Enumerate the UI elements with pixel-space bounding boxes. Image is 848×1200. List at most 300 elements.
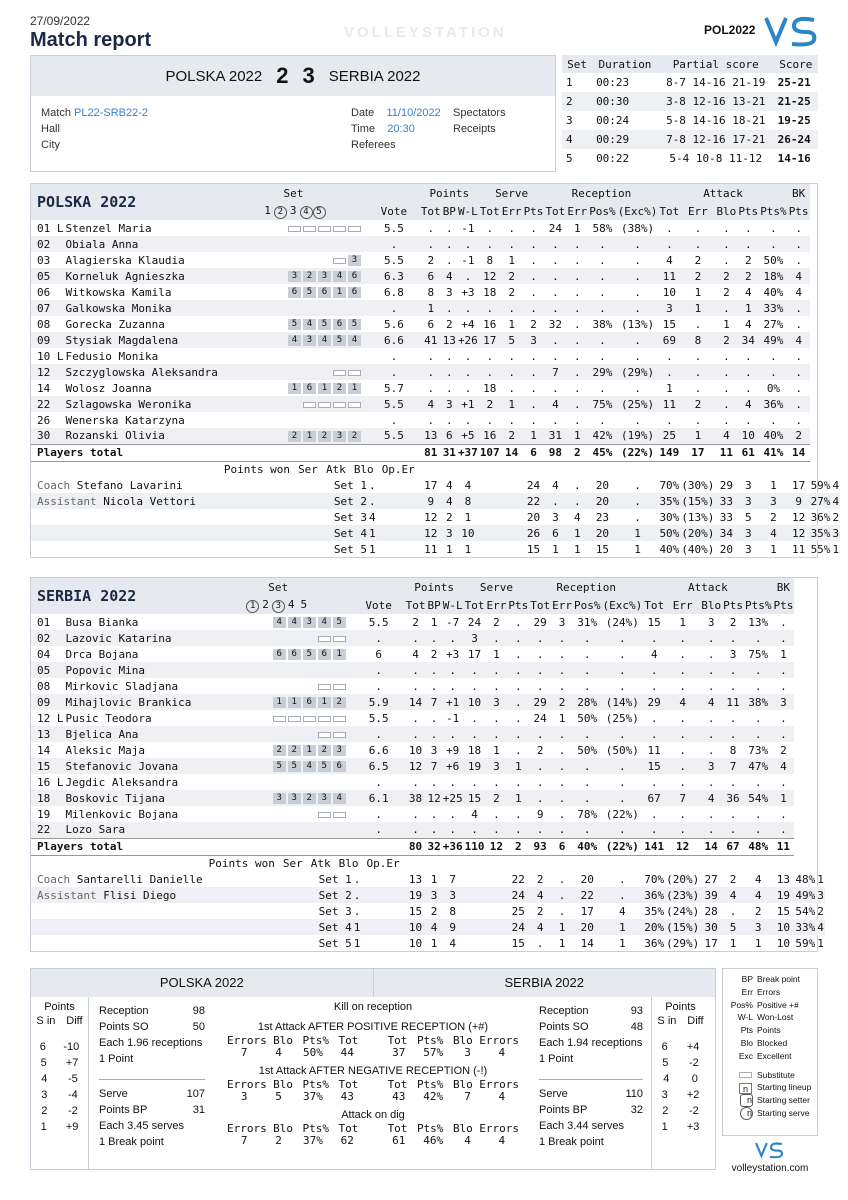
stat-cell: 3 — [707, 615, 715, 629]
player-number: 30 — [31, 428, 65, 444]
col-err: Err — [566, 202, 588, 220]
set-cell: . — [544, 493, 566, 509]
set-cell: 20 — [573, 919, 602, 935]
stat-cell: . — [666, 413, 673, 427]
lineup-mark — [303, 402, 316, 408]
set-cell: 4 — [759, 525, 788, 541]
total-cell: 14 — [700, 838, 722, 855]
pw-cell: 17 — [424, 478, 438, 492]
stat-cell: 16 — [479, 428, 501, 444]
stat-cell: . — [530, 349, 537, 363]
serve-count: Serve 110 — [539, 1088, 643, 1100]
total-cell: 32 — [427, 840, 441, 853]
stat-cell: 4 — [737, 396, 759, 412]
stat-cell: 1 — [573, 221, 581, 235]
set-label: Set 1 — [318, 872, 352, 886]
stat-cell: . — [420, 364, 442, 380]
stat-cell: 2 — [715, 332, 737, 348]
legend-mark-row: n Starting setter — [727, 1094, 813, 1107]
player-row — [31, 694, 825, 710]
pw-cell: 2 — [446, 510, 453, 524]
stat-cell: . — [471, 711, 478, 725]
ser-won: . — [368, 478, 376, 492]
set-stat-row — [31, 919, 825, 935]
stat-cell: 1 — [666, 381, 673, 395]
stat-cell: . — [514, 775, 522, 789]
player-row — [31, 758, 825, 774]
lineup-mark: 1 — [348, 383, 361, 394]
stat-cell: . — [729, 679, 737, 693]
stat-cell: 3 — [558, 615, 566, 629]
stat-cell: 6.6 — [368, 332, 420, 348]
stat-cell: . — [523, 236, 545, 252]
stat-cell: . — [558, 647, 566, 661]
pw-cell: 9 — [420, 493, 442, 509]
player-lineup — [204, 630, 353, 646]
lineup-mark: 1 — [273, 697, 286, 708]
stat-cell: 12 — [427, 791, 441, 805]
stat-cell: 15 — [464, 790, 486, 806]
stat-cell: . — [551, 662, 573, 678]
stat-cell: 47% — [744, 758, 773, 774]
stat-cell: 58% — [592, 221, 613, 235]
stat-cell: . — [634, 381, 641, 395]
pw-cell: 15 — [408, 904, 423, 918]
player-lineup — [219, 412, 368, 428]
stat-cell: . — [457, 364, 479, 380]
stat-cell: . — [679, 775, 686, 789]
players-total-row — [31, 444, 840, 461]
total-cell: 110 — [464, 840, 485, 853]
stat-cell: . — [770, 221, 777, 235]
pw-cell: 3 — [442, 525, 457, 541]
set-cell: 35% — [810, 526, 831, 540]
set-cell: 55% — [810, 542, 831, 556]
header-vote — [353, 578, 405, 596]
set-cell: 22 — [523, 493, 545, 509]
stat-cell: . — [707, 807, 715, 821]
stat-cell: +1 — [457, 396, 479, 412]
set-cell: 19 — [772, 887, 794, 903]
stat-cell: . — [617, 300, 659, 316]
stat-cell: . — [679, 711, 686, 725]
stat-cell: 2 — [551, 694, 573, 710]
stat-cell: . — [619, 647, 626, 661]
lineup-mark: 1 — [318, 697, 331, 708]
stat-cell: . — [485, 822, 507, 838]
stat-cell: . — [544, 236, 566, 252]
ser-won: 1 — [368, 542, 376, 556]
stat-cell: +9 — [446, 743, 460, 757]
stat-cell: 36% — [759, 396, 788, 412]
stat-cell: . — [427, 349, 435, 363]
player-number: 08 — [37, 317, 51, 331]
set-cell: 4 — [817, 920, 824, 934]
pw-cell: 8 — [457, 493, 479, 509]
stat-cell: 38 — [405, 790, 427, 806]
header-attack: Attack — [658, 184, 787, 202]
stat-cell: 3 — [430, 743, 438, 757]
set-cell: . — [573, 478, 581, 492]
home-rotation-points — [31, 997, 89, 1169]
stat-cell: 13 — [442, 333, 456, 347]
player-name: Szlagowska Weronika — [65, 396, 219, 412]
players-total-label: Players total — [31, 838, 353, 855]
stat-cell: . — [573, 285, 581, 299]
stat-cell: 6 — [420, 268, 442, 284]
stat-cell: . — [795, 349, 802, 363]
set-row — [562, 92, 818, 111]
player-number: 08 — [37, 679, 51, 693]
player-name: Lozo Sara — [65, 822, 204, 838]
stat-cell: . — [658, 236, 680, 252]
stat-cell: . — [479, 236, 501, 252]
total-cell: 12 — [665, 838, 700, 855]
player-number: 02 — [31, 236, 65, 252]
set-cell: 70% — [659, 478, 680, 492]
lineup-mark — [318, 636, 331, 642]
set-label: Set 3 — [318, 904, 352, 918]
stat-cell: 1 — [508, 317, 515, 331]
stat-cell: . — [573, 381, 581, 395]
set-cell: . — [558, 904, 566, 918]
set-cell: 8-7 14-16 21-19 — [666, 76, 766, 89]
player-lineup — [219, 364, 368, 380]
total-cell: 14 — [788, 444, 810, 461]
stat-cell: 0% — [766, 381, 781, 395]
set-stat-row — [31, 541, 840, 557]
player-name: Wenerska Katarzyna — [65, 413, 185, 427]
kill-vals: 7 2 37% 62 61 46% 4 4 — [240, 1134, 506, 1147]
stat-cell: 10 — [662, 285, 676, 299]
stat-cell: 1 — [566, 428, 588, 444]
stat-cell: 18 — [483, 381, 497, 395]
legend-mark: n — [740, 1107, 753, 1120]
stat-cell: 69 — [658, 332, 680, 348]
stat-cell: . — [446, 221, 453, 235]
stat-cell: . — [573, 758, 602, 774]
set-cell: 15 — [526, 542, 541, 556]
stat-cell: . — [588, 268, 617, 284]
set-cell: 27 — [704, 872, 718, 886]
total-cell: +37 — [457, 446, 478, 459]
away-rotation-points — [651, 997, 709, 1169]
stat-cell: 24 — [467, 615, 482, 629]
lineup-mark: 6 — [333, 319, 346, 330]
stat-cell: . — [508, 221, 515, 235]
lineup-mark — [318, 226, 331, 232]
player-number: 09 — [31, 332, 65, 348]
stat-cell: . — [599, 285, 606, 299]
lineup-mark: 1 — [333, 287, 346, 298]
stat-cell: . — [744, 662, 773, 678]
set-cell: 5-8 14-16 18-21 — [666, 114, 766, 127]
set-cell: 3 — [552, 510, 559, 524]
stat-cell: . — [426, 630, 441, 646]
one-break-point: 1 Break point — [539, 1136, 604, 1148]
stat-cell: 2 — [501, 268, 523, 284]
set-cell: 29 — [719, 478, 733, 492]
legend-mark-row: n Starting serve — [727, 1107, 813, 1120]
set-cell: 00:30 — [592, 92, 658, 111]
stat-cell: . — [700, 630, 722, 646]
referees-label: Referees — [351, 139, 396, 151]
set-stat-row — [31, 887, 825, 903]
ser-won: . — [353, 887, 405, 903]
set-cell: . — [536, 936, 544, 950]
kill-title: Kill on reception — [333, 1001, 413, 1013]
stat-cell: . — [464, 349, 472, 363]
col-wl: W-L — [457, 202, 479, 220]
stat-cell: . — [442, 300, 457, 316]
lineup-mark: 1 — [303, 431, 316, 442]
points-won-header — [31, 855, 825, 871]
stat-cell: . — [507, 822, 529, 838]
stat-cell: . — [544, 332, 566, 348]
stat-cell: . — [643, 662, 665, 678]
ser-won: 4 — [368, 510, 376, 524]
set-cell: 1 — [552, 542, 559, 556]
lineup-mark: 3 — [273, 793, 286, 804]
stat-cell: . — [529, 758, 551, 774]
stat-cell: . — [588, 300, 617, 316]
stat-cell: 4 — [772, 758, 794, 774]
stat-cell: . — [694, 413, 702, 427]
rotation-row: 2 -2 — [41, 1105, 78, 1117]
set-col-header: Duration — [592, 55, 658, 73]
pw-cell: 19 — [405, 887, 427, 903]
pw-cell: 10 — [405, 919, 427, 935]
set-cell: 3 — [759, 493, 788, 509]
stat-cell: 1 — [501, 396, 523, 412]
kill-block-title: 1st Attack AFTER NEGATIVE RECEPTION (-!) — [258, 1065, 488, 1077]
stat-cell: 4 — [795, 285, 802, 299]
lineup-mark: 2 — [303, 271, 316, 282]
lineup-mark: 1 — [333, 649, 346, 660]
stat-cell: . — [665, 662, 700, 678]
set-cell: 34 — [715, 525, 737, 541]
set-cell: 4 — [754, 872, 762, 886]
stat-cell: . — [744, 381, 752, 395]
set-cell: 14-16 — [777, 152, 811, 165]
stat-cell: . — [583, 647, 591, 661]
set-label: Set 2 — [219, 493, 368, 509]
set-cell: 27% — [810, 494, 831, 508]
set-stat-row — [31, 871, 825, 887]
stat-cell: . — [552, 381, 559, 395]
stat-cell: 2 — [715, 268, 737, 284]
total-cell: 17 — [680, 444, 715, 461]
stat-cell: 24 — [533, 711, 547, 725]
col-tot: Tot — [529, 596, 551, 614]
total-cell: (22%) — [601, 838, 643, 855]
stat-cell: . — [566, 332, 588, 348]
stat-cell: . — [523, 268, 545, 284]
stat-cell: . — [583, 775, 591, 789]
footer-logo-icon — [755, 1140, 785, 1160]
stat-cell: . — [544, 300, 566, 316]
set-cell: 30 — [700, 919, 722, 935]
stat-cell: 10 — [408, 743, 423, 757]
each-receptions: Each 1.94 receptions — [539, 1037, 643, 1049]
stat-cell: -1 — [461, 221, 475, 235]
lineup-mark: 3 — [303, 617, 316, 628]
set-cell: 1 — [817, 936, 824, 950]
lineup-mark: 2 — [318, 431, 331, 442]
stat-cell: . — [530, 253, 537, 267]
stat-cell: -7 — [446, 615, 460, 629]
player-row — [31, 316, 840, 332]
lineup-mark: 2 — [348, 431, 361, 442]
rotation-row: 6 -10 — [39, 1041, 80, 1053]
stat-cell: 5.5 — [368, 396, 420, 412]
away-team-name: SERBIA 2022 — [328, 67, 421, 85]
set-cell: 14 — [580, 936, 594, 950]
legend-row: Blo Blocked — [740, 1037, 788, 1048]
total-cell: 6 — [523, 444, 545, 461]
stat-cell: . — [486, 413, 494, 427]
match-code: PL22-SRB22-2 — [74, 107, 149, 119]
set-label: Set 4 — [219, 525, 368, 541]
stat-cell: 2 — [729, 615, 737, 629]
serve-count: Serve 107 — [99, 1088, 205, 1100]
set-cell: . — [634, 510, 641, 524]
player-number: 12 — [31, 364, 65, 380]
kill-block-title: Attack on dig — [341, 1109, 405, 1121]
set-cell: 1 — [770, 478, 777, 492]
stat-cell: . — [573, 822, 602, 838]
stat-cell: . — [566, 236, 588, 252]
set-cell: 20 — [719, 542, 733, 556]
set-stat-row — [31, 935, 825, 951]
stat-cell: . — [573, 662, 602, 678]
set-cell: 36% — [644, 888, 665, 902]
player-name: Stenzel Maria — [65, 221, 152, 235]
stat-cell: . — [514, 711, 522, 725]
player-row — [31, 332, 840, 348]
lineup-mark: 4 — [273, 617, 286, 628]
stat-cell: 2 — [788, 428, 810, 444]
stat-cell: . — [514, 807, 522, 821]
lineup-mark: 5 — [288, 761, 301, 772]
stat-cell: 27% — [763, 317, 784, 331]
player-row — [31, 790, 825, 806]
col-ptsp: Pts% — [759, 202, 788, 220]
set-cell: 17 — [792, 478, 806, 492]
stat-cell: 5.5 — [383, 221, 404, 235]
lineup-mark: 4 — [288, 335, 301, 346]
set-number: 4 — [287, 597, 295, 611]
stat-cell: 7 — [426, 694, 441, 710]
stat-cell: 4 — [544, 396, 566, 412]
stat-cell: 36 — [722, 790, 744, 806]
col-tot: Tot — [420, 202, 442, 220]
stat-cell: 7 — [544, 364, 566, 380]
stat-cell: . — [694, 221, 702, 235]
set-cell: 4 — [722, 887, 744, 903]
set-cell: 39 — [700, 887, 722, 903]
stat-cell: . — [368, 236, 420, 252]
lineup-mark — [318, 402, 331, 408]
each-receptions: Each 1.96 receptions — [99, 1037, 203, 1049]
points-won-label: Points won Ser Atk Blo Op.Er — [219, 461, 420, 477]
set-cell: 20% — [644, 920, 665, 934]
stat-cell: . — [722, 630, 744, 646]
stat-cell: 31% — [577, 615, 598, 629]
stat-cell: 4 — [715, 428, 737, 444]
lineup-mark: 2 — [288, 745, 301, 756]
set-cell: 4 — [832, 478, 840, 492]
set-cell: 9 — [788, 493, 810, 509]
stat-cell: 1 — [523, 428, 545, 444]
legend — [722, 968, 818, 1136]
stat-cell: . — [754, 711, 762, 725]
player-lineup — [204, 646, 353, 662]
stat-cell: . — [479, 364, 501, 380]
stat-cell: 11 — [722, 694, 744, 710]
player-row — [31, 678, 825, 694]
footer-url: volleystation.com — [731, 1163, 809, 1174]
kill-vals: 7 4 50% 44 37 57% 3 4 — [240, 1046, 506, 1059]
stat-cell: +3 — [461, 285, 475, 299]
stat-cell: . — [464, 662, 486, 678]
rotation-row: 3 +2 — [661, 1089, 700, 1101]
player-lineup — [204, 758, 353, 774]
stat-cell: . — [353, 630, 405, 646]
set-stat-row — [31, 493, 840, 509]
stat-cell: . — [514, 615, 522, 629]
stat-cell: . — [588, 236, 617, 252]
spectators-label: Spectators — [453, 107, 506, 119]
set-numbers — [219, 202, 368, 220]
lineup-mark: 2 — [288, 431, 301, 442]
lineup-mark — [273, 716, 286, 722]
stat-cell: . — [442, 630, 464, 646]
stat-cell: . — [694, 381, 702, 395]
pw-cell: 4 — [464, 478, 472, 492]
stat-cell: 34 — [737, 332, 759, 348]
pw-cell: 13 — [408, 872, 423, 886]
player-number: 26 — [37, 413, 51, 427]
stat-cell: . — [617, 236, 659, 252]
total-cell: 41% — [759, 444, 788, 461]
points-label: Points — [665, 1001, 696, 1013]
stat-cell: . — [759, 236, 788, 252]
player-number: 05 — [31, 662, 65, 678]
stat-cell: 24 — [548, 221, 562, 235]
stat-cell: . — [643, 822, 665, 838]
set-cell: 30% — [659, 510, 680, 524]
player-name: Witkowska Kamila — [65, 285, 172, 299]
lineup-mark: 6 — [318, 287, 331, 298]
stat-cell: 4 — [666, 253, 673, 267]
stat-cell: 1 — [420, 300, 442, 316]
col-pts: Pts — [788, 202, 810, 220]
set-cell: 4 — [832, 494, 840, 508]
stat-cell: . — [493, 679, 500, 693]
stat-cell: . — [442, 662, 464, 678]
stat-cell: 8 — [427, 285, 435, 299]
lineup-mark — [318, 684, 331, 690]
stat-cell: . — [514, 679, 522, 693]
set-cell: (30%) — [681, 478, 715, 492]
total-cell: 2 — [566, 444, 588, 461]
stat-cell: 1 — [737, 300, 759, 316]
stat-cell: . — [493, 711, 500, 725]
set-cell: 3 — [737, 493, 759, 509]
stat-cell: 5.9 — [353, 694, 405, 710]
pw-cell: 10 — [457, 525, 479, 541]
